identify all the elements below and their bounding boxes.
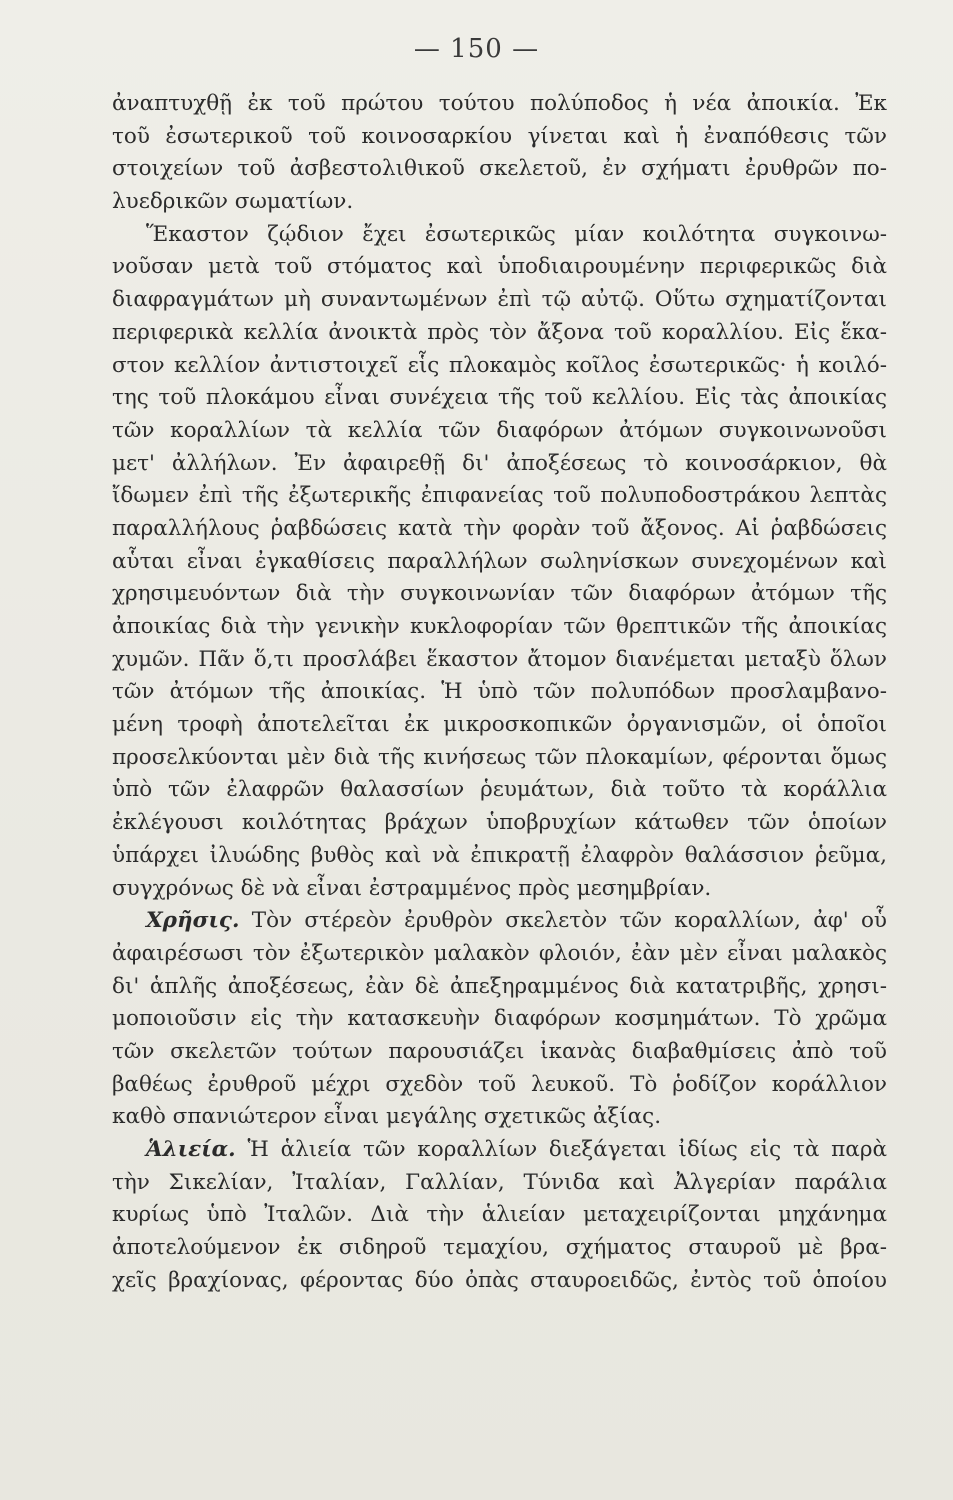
text-line: [112, 644, 887, 677]
page-number: — 150 —: [413, 34, 540, 64]
text-line: [112, 1232, 887, 1265]
section-term: Ἁλιεία.: [146, 1137, 236, 1162]
line-text: ὑπάρχει ἰλυώδης βυθὸς καὶ νὰ ἐπικρατῇ ἐλαφρὸν θαλάσσιον ῥεῦμα,: [112, 842, 887, 868]
line-text: τῶν κοραλλίων τὰ κελλία τῶν διαφόρων ἀτόμων συγκοινωνοῦσι: [112, 417, 887, 443]
text-line: [112, 480, 887, 513]
line-text: διαφραγμάτων μὴ συναντωμένων ἐπὶ τῷ αὐτῷ. Οὕτω σχηματίζονται: [112, 287, 887, 313]
text-line: [112, 611, 887, 644]
line-text: ἀποτελούμενον ἐκ σιδηροῦ τεμαχίου, σχήματος σταυροῦ μὲ βρα-: [112, 1235, 887, 1261]
text-line: [112, 676, 887, 709]
text-line: [112, 1101, 887, 1134]
line-text: περιφερικὰ κελλία ἀνοικτὰ πρὸς τὸν ἄξονα τοῦ κοραλλίου. Εἰς ἕκα-: [112, 319, 887, 345]
line-text: τῶν ἀτόμων τῆς ἀποικίας. Ἡ ὑπὸ τῶν πολυπόδων προσλαμβανο-: [112, 679, 887, 705]
text-line: [112, 284, 887, 317]
line-text: Τὸν στέρεὸν ἐρυθρὸν σκελετὸν τῶν κοραλλίων, ἀφ' οὗ: [239, 908, 887, 934]
line-text: βαθέως ἐρυθροῦ μέχρι σχεδὸν τοῦ λευκοῦ. Τὸ ῥοδίζον κοράλλιον: [112, 1071, 887, 1097]
text-line: [112, 251, 887, 284]
line-text: ἐκλέγουσι κοιλότητας βράχων ὑποβρυχίων κάτωθεν τῶν ὁποίων: [112, 810, 887, 836]
text-line: [112, 317, 887, 350]
text-line: [112, 121, 887, 154]
line-text: παραλλήλους ῥαβδώσεις κατὰ τὴν φορὰν τοῦ ἄξονος. Αἱ ῥαβδώσεις: [112, 515, 887, 541]
section-term: Χρῆσις.: [146, 908, 240, 934]
text-line: [112, 546, 887, 579]
text-line: [112, 88, 887, 121]
line-text: τοῦ ἐσωτερικοῦ τοῦ κοινοσαρκίου γίνεται καὶ ἡ ἐναπόθεσις τῶν: [112, 123, 887, 149]
line-text: κυρίως ὑπὸ Ἰταλῶν. Διὰ τὴν ἁλιείαν μεταχειρίζονται μηχάνημα: [112, 1202, 887, 1228]
text-line: [112, 709, 887, 742]
text-line: [112, 578, 887, 611]
text-line: [112, 938, 887, 971]
text-line: [112, 905, 887, 938]
text-line: [112, 1134, 887, 1167]
text-line: [112, 1199, 887, 1232]
line-text: στον κελλίον ἀντιστοιχεῖ εἷς πλοκαμὸς κοῖλος ἐσωτερικῶς· ἡ κοιλό-: [112, 352, 887, 378]
text-line: [112, 1036, 887, 1069]
line-text: καθὸ σπανιώτερον εἶναι μεγάλης σχετικῶς ἀξίας.: [112, 1104, 662, 1130]
line-text: μοποιοῦσιν εἰς τὴν κατασκευὴν διαφόρων κοσμημάτων. Τὸ χρῶμα: [112, 1006, 887, 1032]
line-text: τὴν Σικελίαν, Ἰταλίαν, Γαλλίαν, Τύνιδα καὶ Ἀλγερίαν παράλια: [112, 1169, 887, 1195]
line-text: Ἕκαστον ζῴδιον ἔχει ἐσωτερικῶς μίαν κοιλότητα συγκοινω-: [146, 221, 887, 247]
text-line: [112, 1167, 887, 1200]
line-text: χρησιμευόντων διὰ τὴν συγκοινωνίαν τῶν διαφόρων ἀτόμων τῆς: [112, 581, 887, 607]
text-line: [112, 448, 887, 481]
body-text: [112, 88, 887, 1297]
line-text: λυεδρικῶν σωματίων.: [112, 189, 354, 215]
line-text: συγχρόνως δὲ νὰ εἶναι ἐστραμμένος πρὸς μεσημβρίαν.: [112, 875, 712, 901]
line-text: στοιχείων τοῦ ἀσβεστολιθικοῦ σκελετοῦ, ἐν σχήματι ἐρυθρῶν πο-: [112, 156, 887, 182]
line-text: δι' ἁπλῆς ἀποξέσεως, ἐὰν δὲ ἀπεξηραμμένος διὰ κατατριβῆς, χρησι-: [112, 973, 887, 999]
line-text: μένη τροφὴ ἀποτελεῖται ἐκ μικροσκοπικῶν ὀργανισμῶν, οἱ ὁποῖοι: [112, 712, 887, 738]
line-text: ὑπὸ τῶν ἐλαφρῶν θαλασσίων ῥευμάτων, διὰ τοῦτο τὰ κοράλλια: [112, 777, 887, 803]
line-text: μετ' ἀλλήλων. Ἐν ἀφαιρεθῇ δι' ἀποξέσεως τὸ κοινοσάρκιον, θὰ: [112, 450, 887, 476]
text-line: [112, 971, 887, 1004]
line-text: Ἡ ἁλιεία τῶν κοραλλίων διεξάγεται ἰδίως εἰς τὰ παρὰ: [235, 1137, 887, 1162]
line-text: νοῦσαν μετὰ τοῦ στόματος καὶ ὑποδιαιρουμένην περιφερικῶς διὰ: [112, 254, 887, 280]
line-text: ἀφαιρέσωσι τὸν ἐξωτερικὸν μαλακὸν φλοιόν, ἐὰν μὲν εἶναι μαλακὸς: [112, 940, 887, 966]
text-line: [112, 153, 887, 186]
text-line: [112, 873, 887, 906]
line-text: ἀναπτυχθῇ ἐκ τοῦ πρώτου τούτου πολύποδος ἡ νέα ἀποικία. Ἐκ: [112, 91, 887, 116]
line-text: ἴδωμεν ἐπὶ τῆς ἐξωτερικῆς ἐπιφανείας τοῦ πολυποδοστράκου λεπτὰς: [112, 483, 887, 509]
text-line: [112, 807, 887, 840]
text-line: [112, 774, 887, 807]
text-line: [112, 742, 887, 775]
line-text: προσελκύονται μὲν διὰ τῆς κινήσεως τῶν πλοκαμίων, φέρονται ὅμως: [112, 744, 887, 770]
line-text: χυμῶν. Πᾶν ὅ,τι προσλάβει ἕκαστον ἄτομον διανέμεται μεταξὺ ὅλων: [112, 646, 887, 672]
text-line: [112, 219, 887, 252]
text-line: [112, 513, 887, 546]
line-text: αὗται εἶναι ἐγκαθίσεις παραλλήλων σωληνίσκων συνεχομένων καὶ: [112, 548, 887, 574]
line-text: της τοῦ πλοκάμου εἶναι συνέχεια τῆς τοῦ κελλίου. Εἰς τὰς ἀποικίας: [112, 385, 887, 411]
text-line: [112, 415, 887, 448]
text-line: [112, 1069, 887, 1102]
text-line: [112, 1265, 887, 1298]
text-line: [112, 840, 887, 873]
text-line: [112, 1003, 887, 1036]
line-text: ἀποικίας διὰ τὴν γενικὴν κυκλοφορίαν τῶν θρεπτικῶν τῆς ἀποικίας: [112, 614, 887, 639]
line-text: χεῖς βραχίονας, φέροντας δύο ὀπὰς σταυροειδῶς, ἐντὸς τοῦ ὁποίου: [112, 1267, 887, 1293]
text-line: [112, 382, 887, 415]
text-line: [112, 186, 887, 219]
line-text: τῶν σκελετῶν τούτων παρουσιάζει ἱκανὰς διαβαθμίσεις ἀπὸ τοῦ: [112, 1038, 887, 1064]
text-line: [112, 350, 887, 383]
